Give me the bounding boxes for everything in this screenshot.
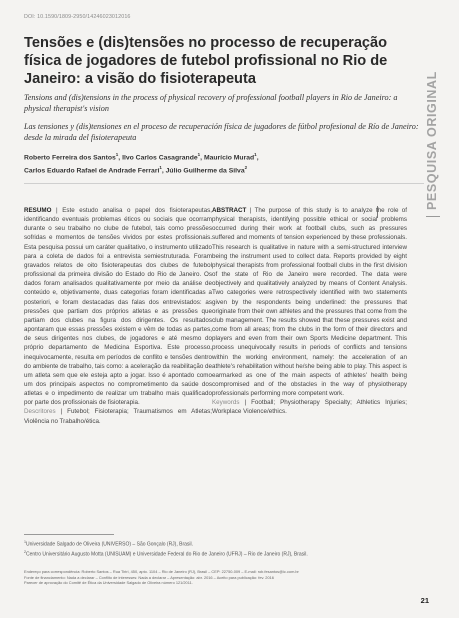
header-divider (24, 183, 424, 184)
affiliations (24, 539, 414, 560)
doi-text: DOI: 10.1590/1809-2950/14246023012016 (24, 14, 131, 20)
resumo-text: Este estudo analisa o papel dos fisioterapeutas, identificando eventuais problemas éticos ou sociais que ocorram durante o seu trabalho no clube de futebol, tais como pressões sofridas e momentos de tensões vividos por estes profissionais. Esta pesquisa possui um caráter qualitativo, o instrumento utilizado para a coleta de dados foi a entrevista semiestruturada. Foram gravados relatos de oito fisioterapeutas dos clubes de futebol profissional da primeira divisão do Estado do Rio de Janeiro. Os dados foram analisados qualitativamente por meio da análise de conteúdo e, objetivamente, duas categorias foram identificadas a posteriori, e foram destacadas das falas dos entrevistados: as pressões que partiam dos próprios atletas e as pressões que partiam dos clubes na figura dos dirigentes. Os resultados apontaram que essas pressões existem e vêm de todas as partes, de seus dirigentes nos clubes, de jogadores e até mesmo do próprio departamento de Medicina Esportiva. Este processo, inequivocamente, resulta em períodos de conflito e tensões dentro do ambiente de trabalho, tais como: a aceleração da reabilitação de um atleta sem que ele esteja apto a jogar. Isso é apontado como um dos principais aspectos no comprometimento da saúde dos atletas e o impedimento de realizar um trabalho mais qualificado por parte dos profissionais de fisioterapia. (24, 207, 212, 407)
page-number: 21 (420, 596, 429, 605)
article-title: Tensões e (dis)tensões no processo de recuperação física de jogadores de futebol profissional no Rio de Janeiro: a visão do fisioterapeuta (24, 35, 388, 87)
keywords-text: Football; Physiotherapy Specialty; Athletics Injuries; Workplace Violence/ethics. (212, 399, 407, 416)
abstract-column (212, 206, 407, 417)
author-line-1: Roberto Ferreira dos Santos$^1$, Ilvo Carlos Casagrande$^1$, Maurício Murad$^1$, (24, 152, 259, 162)
footnote-correspondence: Endereço para correspondência: Roberto Santos – Rua Tiriri, 450, apto. 1104 – Rio de Janeiro (RJ), Brasil – CEP: 22750-009 – E-mail: rob.fesantos@ic.com.br (24, 569, 299, 574)
author-name: Ilvo Carlos Casagrande (122, 154, 198, 162)
section-label-rule (426, 216, 440, 217)
author-name: Roberto Ferreira dos Santos (24, 154, 116, 162)
author-affil-mark: 1 (254, 152, 257, 157)
abstract-text: The purpose of this study is to analyze the role of physical therapists, identifying possible ethical or social problems occurred during their work at football clubs, such as pressures suffered and moments of tension experienced by these professionals. This research is qualitative in nature with a semi-structured interview being the instrument used to collect data. Reports provided by eight physical therapists from professional football clubs in the first division of the state of Rio de Janeiro were recorded. The data were objectively and qualitatively analyzed by means of Content Analysis. Two categories were retrospectively identified with two statements given by the respondents being underlined: the pressures that originate from their own athletes and the pressures that come from the club management. The results showed that these pressures exist and come from all areas; from the clubs in the form of their directors and players and even from their own Sports Medicine department. This process unequivocally results in periods of conflicts and tensions within the working environment, namely: the acceleration of an athlete's rehabilitation without he/she being able to play. This aspect is earmarked as one of the main aspects of athletes' health being compromised and of the obstacles in the way of physiotherapy professionals performing more competent work. (212, 207, 407, 398)
author-affil-mark: 1 (159, 165, 162, 171)
affiliation-text: Universidade Salgado de Oliveira (UNIVERSO) – São Gonçalo (RJ), Brasil. (26, 541, 194, 548)
resumo-body: RESUMO | Este estudo analisa o papel dos fisioterapeutas, identificando eventuais problemas éticos ou sociais que ocorram durante o seu trabalho no clube de futebol, tais como pressões sofridas e momentos de tensões vividos por estes profissionais. Esta pesquisa possui um caráter qualitativo, o instrumento utilizado para a coleta de dados foi a entrevista semiestruturada. Foram gravados relatos de oito fisioterapeutas dos clubes de futebol profissional da primeira divisão do Estado do Rio de Janeiro. Os dados foram analisados qualitativamente por meio da análise de conteúdo e, objetivamente, duas categorias foram identificadas a posteriori, e foram destacadas das falas dos entrevistados: as pressões que partiam dos próprios atletas e as pressões que partiam dos clubes na figura dos dirigentes. Os resultados apontaram que essas pressões existem e vêm de todas as partes, de seus dirigentes nos clubes, de jogadores e até mesmo do próprio departamento de Medicina Esportiva. Este processo, inequivocamente, resulta em períodos de conflito e tensões dentro do ambiente de trabalho, tais como: a aceleração da reabilitação de um atleta sem que ele esteja apto a jogar. Isso é apontado como um dos principais aspectos no comprometimento da saúde dos atletas e o impedimento de realizar um trabalho mais qualificado por parte dos profissionais de fisioterapia. (24, 207, 212, 407)
resumo-heading: RESUMO (24, 207, 52, 214)
affiliation-item (24, 539, 414, 549)
author-affil-mark: 1 (197, 152, 201, 157)
resumo-column (24, 206, 212, 426)
affiliation-mark: 1 (24, 540, 26, 544)
author-name: Júlio Guilherme da Silva (165, 167, 245, 175)
abstract-heading: ABSTRACT (212, 207, 247, 214)
keywords-label: Keywords (212, 399, 240, 407)
section-label: PESQUISA ORIGINAL (425, 71, 439, 210)
descritores-text: Futebol; Fisioterapia; Traumatismos em Atletas; Violência no Trabalho/ética. (24, 408, 212, 425)
spanish-title: Las tensiones y (dis)tensiones en el proceso de recuperación física de jugadores de fútbol profesional de Río de Janeiro: desde la mirada del fisioterapeuta (24, 122, 419, 142)
author-name: Carlos Eduardo Rafael de Andrade Ferrari (24, 167, 160, 175)
affiliation-text: Centro Universitário Augusto Motta (UNISUAM) e Universidade Federal do Rio de Janeiro (UFRJ) – Rio de Janeiro (RJ), Brasil. (26, 551, 308, 558)
author-affil-mark: 2 (244, 165, 248, 171)
author-name: Maurício Murad (203, 154, 255, 162)
affiliation-item (24, 549, 414, 559)
author-affil-mark: 1 (115, 152, 119, 157)
footnote-rule (24, 534, 114, 535)
abstract-body: ABSTRACT | The purpose of this study is to analyze the role of physical therapists, identifying possible ethical or social problems occurred during their work at football clubs, such as pressures suffered and moments of tension experienced by these professionals. This research is qualitative in nature with a semi-structured interview being the instrument used to collect data. Reports provided by eight physical therapists from professional football clubs in the first division of the state of Rio de Janeiro were recorded. The data were objectively and qualitatively analyzed by means of Content Analysis. Two categories were retrospectively identified with two statements given by the respondents being underlined: the pressures that originate from their own athletes and the pressures that come from the club management. The results showed that these pressures exist and come from all areas; from the clubs in the form of their directors and players and even from their own Sports Medicine department. This process unequivocally results in periods of conflicts and tensions within the working environment, namely: the acceleration of an athlete's rehabilitation without he/she being able to play. This aspect is earmarked as one of the main aspects of athletes' health being compromised and of the obstacles in the way of physiotherapy professionals performing more competent work. (212, 207, 407, 398)
resumo-keywords: Descritores | Futebol; Fisioterapia; Traumatismos em Atletas; Violência no Trabalho/ética. (24, 408, 212, 425)
footnote-ethics: Parecer de aprovação do Comitê de Ética da Universidade Salgado de Oliveira número 121/2011. (24, 580, 193, 586)
author-line-2: Carlos Eduardo Rafael de Andrade Ferrari$^1$, Júlio Guilherme da Silva$^2$ (24, 165, 248, 175)
descritores-label: Descritores (24, 408, 56, 416)
footnotes (24, 569, 414, 586)
footnote-funding: Fonte de financiamento: Nada a declarar – Conflito de interesses: Nada a declarar – Apresentação: abr. 2016 – Aceito para publicação: fev. 2016 (24, 574, 274, 580)
affiliation-mark: 2 (24, 550, 26, 555)
english-title: Tensions and (dis)tensions in the process of physical recovery of professional football players in Rio de Janeiro: a physical therapist's vision (24, 93, 398, 113)
author-list (24, 150, 419, 177)
abstract-keywords: Keywords | Football; Physiotherapy Specialty; Athletics Injuries; Workplace Violence/ethics. (212, 399, 407, 416)
